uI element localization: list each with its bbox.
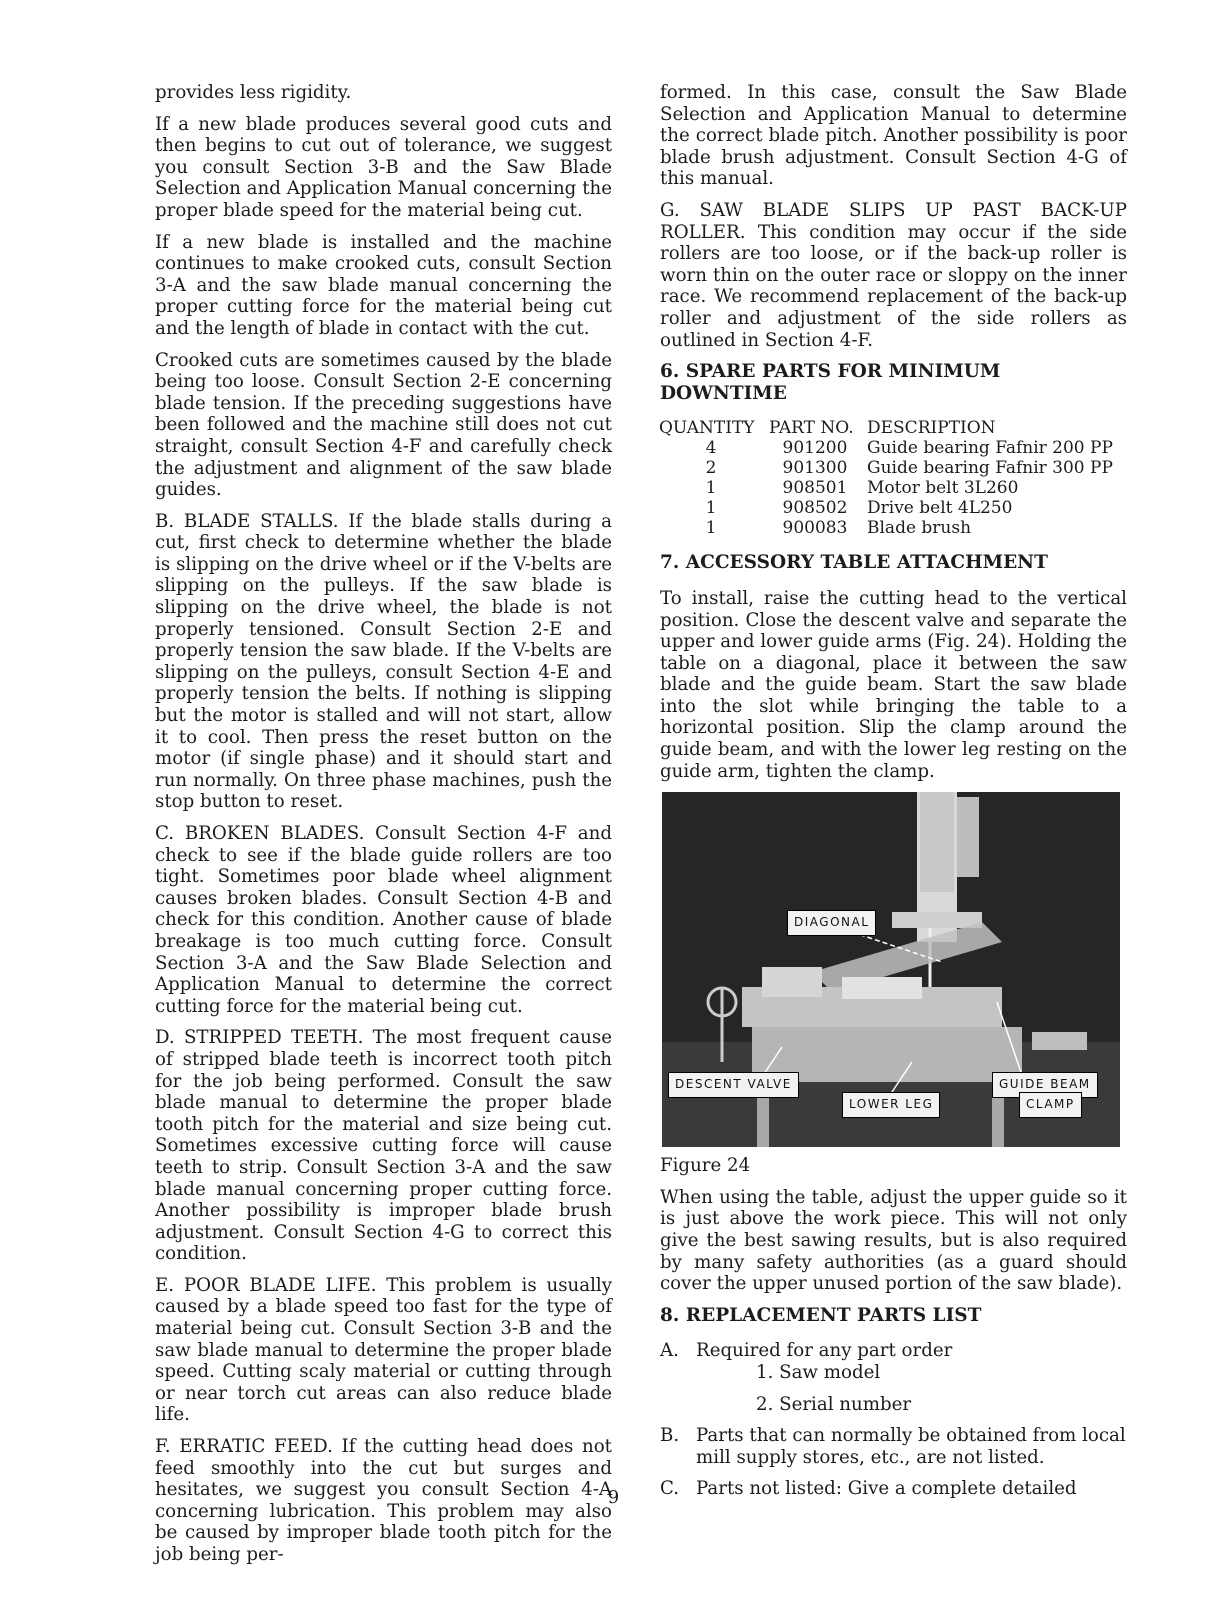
left-column — [155, 82, 612, 1576]
list-item — [660, 1425, 1127, 1468]
table-row — [659, 458, 1119, 478]
section-e-poor-blade-life: E. POOR BLADE LIFE. This problem is usually caused by a blade speed too fast for the type of material being cut. Consult Section 3-B and the saw blade manual to determine the proper blade speed. Cutting scaly material or cutting through or near torch cut areas can also reduce blade life. — [155, 1274, 612, 1426]
list-marker: C. — [660, 1478, 680, 1500]
table-row — [659, 498, 1119, 518]
description-cell: Drive belt 4L250 — [867, 498, 1013, 519]
quantity-cell: 4 — [705, 438, 717, 459]
sub-list-item: 2. Serial number — [756, 1393, 912, 1415]
page-number: 9 — [607, 1487, 620, 1508]
paragraph: If a new blade produces several good cuts and then begins to cut out of tolerance, we suggest you consult Section 3-B and the Saw Blade Selection and Application Manual concerning the proper blade speed for the material being cut. — [155, 113, 612, 221]
list-marker: B. — [660, 1425, 680, 1447]
callout-descent-valve: DESCENT VALVE — [668, 1072, 799, 1098]
spare-parts-table — [659, 418, 1119, 538]
callout-lower-leg: LOWER LEG — [842, 1092, 940, 1118]
paragraph: If a new blade is installed and the machine continues to make crooked cuts, consult Section 3-A and the saw blade manual concerning the proper cutting force for the material being cut and the length of blade in contact with the cut. — [155, 231, 612, 339]
replacement-parts-list — [660, 1340, 1127, 1500]
column-header-quantity: QUANTITY — [659, 418, 755, 439]
section-7-text: To install, raise the cutting head to the vertical position. Close the descent valve and separate the upper and lower guide arms (Fig. 24). Holding the table on a diagonal, place it between the saw blade and the guide beam. Start the saw blade into the slot while bringing the table to a horizontal position. Slip the clamp around the guide beam, and with the lower leg resting on the guide arm, tighten the clamp. — [660, 587, 1127, 782]
section-g-blade-slips: G. SAW BLADE SLIPS UP PAST BACK-UP ROLLER. This condition may occur if the side rollers are too loose, or if the back-up roller is worn thin on the outer race or sloppy on the inner race. We recommend replacement of the back-up roller and adjustment of the side rollers as outlined in Section 4-F. — [660, 199, 1127, 351]
column-header-part-no: PART NO. — [769, 418, 854, 439]
paragraph: provides less rigidity. — [155, 82, 352, 103]
quantity-cell: 2 — [705, 458, 717, 479]
description-cell: Blade brush — [867, 518, 972, 539]
part-number-cell: 908502 — [782, 498, 848, 519]
list-marker: A. — [660, 1340, 679, 1362]
callout-diagonal: DIAGONAL — [787, 910, 876, 936]
quantity-cell: 1 — [705, 518, 717, 539]
part-number-cell: 901300 — [782, 458, 848, 479]
callout-guide-beam: GUIDE BEAM — [992, 1072, 1098, 1098]
quantity-cell: 1 — [705, 478, 717, 499]
list-item — [660, 1340, 1127, 1415]
section-6-heading: 6. SPARE PARTS FOR MINIMUM DOWNTIME — [660, 361, 1001, 404]
section-f-erratic-feed: F. ERRATIC FEED. If the cutting head does not feed smoothly into the cut but surges and hesitates, we suggest you consult Section 4-A concerning lubrication. This problem may also be caused by improper blade tooth pitch for the job being per- — [155, 1436, 612, 1565]
callout-clamp: CLAMP — [1019, 1092, 1082, 1118]
part-number-cell: 900083 — [782, 518, 848, 539]
part-number-cell: 908501 — [782, 478, 848, 499]
figure-caption: Figure 24 — [660, 1155, 751, 1177]
sub-list-item: 1. Saw model — [756, 1362, 881, 1383]
part-number-cell: 901200 — [782, 438, 848, 459]
description-cell: Guide bearing Fafnir 200 PP — [867, 438, 1113, 459]
paragraph: Crooked cuts are sometimes caused by the blade being too loose. Consult Section 2-E concerning blade tension. If the preceding suggestions have been followed and the machine still does not cut straight, consult Section 4-F and carefully check the adjustment and alignment of the saw blade guides. — [155, 349, 612, 501]
sub-list — [696, 1362, 1127, 1415]
section-c-broken-blades: C. BROKEN BLADES. Consult Section 4-F and check to see if the blade guide rollers are too tight. Sometimes poor blade wheel alignment causes broken blades. Consult Section 4-B and check for this condition. Another cause of blade breakage is too much cutting force. Consult Section 3-A and the Saw Blade Selection and Application Manual to determine the correct cutting force for the material being cut. — [155, 823, 612, 1017]
description-cell: Guide bearing Fafnir 300 PP — [867, 458, 1113, 479]
table-row — [659, 518, 1119, 538]
section-8-heading: 8. REPLACEMENT PARTS LIST — [660, 1304, 982, 1326]
figure-24-photo — [662, 792, 1120, 1147]
section-b-blade-stalls: B. BLADE STALLS. If the blade stalls during a cut, first check to determine whether the blade is slipping on the drive wheel or if the V-belts are slipping on the pulleys. If the saw blade is slipping on the drive wheel, the blade is not properly tensioned. Consult Section 2-E and properly tension the saw blade. If the V-belts are slipping on the pulleys, consult Section 4-E and properly tension the belts. If nothing is slipping but the motor is stalled and will not start, allow it to cool. Then press the reset button on the motor (if single phase) and it should start and run normally. On three phase machines, push the stop button to reset. — [155, 510, 612, 813]
paragraph: When using the table, adjust the upper guide so it is just above the work piece. This will not only give the best sawing results, but is also required by many safety authorities (as a guard should cover the upper unused portion of the saw blade). — [660, 1186, 1127, 1295]
section-7-heading: 7. ACCESSORY TABLE ATTACHMENT — [660, 552, 1048, 574]
list-item-text: Parts not listed: Give a complete detailed — [696, 1478, 1077, 1500]
column-header-description: DESCRIPTION — [867, 418, 996, 439]
table-row — [659, 478, 1119, 498]
list-item-text: Required for any part order — [696, 1340, 953, 1362]
list-item-text: Parts that can normally be obtained from local mill supply stores, etc., are not listed. — [696, 1425, 1126, 1468]
section-d-stripped-teeth: D. STRIPPED TEETH. The most frequent cause of stripped blade teeth is incorrect tooth pitch for the job being performed. Consult the saw blade manual to determine the proper blade tooth pitch for the material and size being cut. Sometimes excessive cutting force will cause teeth to strip. Consult Section 3-A and the saw blade manual concerning proper cutting force. Another possibility is improper blade brush adjustment. Consult Section 4-G to correct this condition. — [155, 1027, 612, 1265]
table-header-row — [659, 418, 1119, 438]
paragraph: formed. In this case, consult the Saw Blade Selection and Application Manual to determine the correct blade pitch. Another possibility is poor blade brush adjustment. Consult Section 4-G of this manual. — [660, 82, 1127, 190]
right-column — [660, 82, 1127, 1510]
table-row — [659, 438, 1119, 458]
description-cell: Motor belt 3L260 — [867, 478, 1019, 499]
quantity-cell: 1 — [705, 498, 717, 519]
